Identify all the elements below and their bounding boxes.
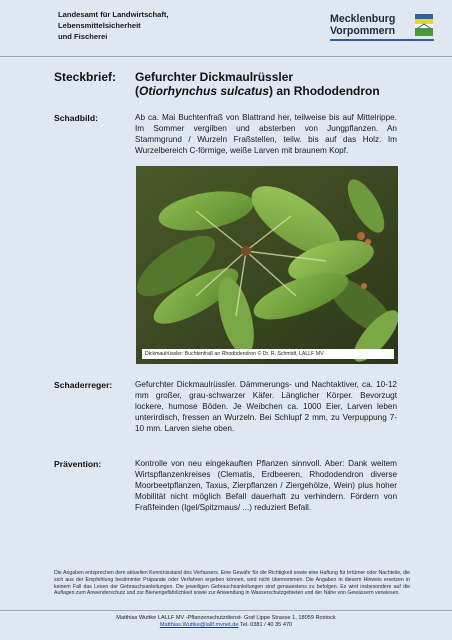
schaderreger-label: Schaderreger:	[54, 380, 113, 390]
authority-line-1: Landesamt für Landwirtschaft,	[58, 10, 169, 19]
photo-caption: Dickmaulrüssler: Buchtenfraß an Rhododendron © Dr. R. Schmidt, LALLF MV	[142, 349, 394, 359]
leaf-illustration	[136, 166, 398, 364]
page-header	[0, 0, 452, 56]
authority-name	[58, 9, 169, 42]
header-divider	[0, 56, 452, 57]
schadbild-label: Schadbild:	[54, 113, 98, 123]
logo-underline	[330, 39, 434, 41]
authority-line-3: und Fischerei	[58, 32, 108, 41]
page-title	[135, 70, 435, 98]
title-paren-open: (	[135, 84, 139, 98]
email-link[interactable]: Matthias.Wuttke@lallf.mvnet.de	[159, 622, 239, 628]
title-line-2	[135, 84, 435, 98]
logo-line-1: Mecklenburg	[330, 13, 396, 25]
title-line-2-rest: ) an Rhododendron	[269, 84, 380, 98]
title-label: Steckbrief:	[54, 70, 117, 84]
praevention-text: Kontrolle von neu eingekauften Pflanzen sinnvoll. Aber: Dank weitem Wirtspflanzenkreises (Clematis, Erdbeeren, Rhododendron diverse Moorbeetpflanzen, Taxus, Zierpflanzen / Ziergehölze, Wein) plus hoher Mobilität nicht möglich Befall dauerhaft zu verhindern. Fördern von Fraßfeinden (Igel/Spitzmaus/ ...) reduziert Befall.	[135, 459, 397, 512]
disclaimer-note: Die Angaben entsprechen dem aktuellen Kenntnisstand des Verfassers. Eine Gewähr für die Richtigkeit sowie eine Haftung für Irrtümer oder Nachteile, die sich aus der Empfehlung bestimmter Präparate oder Verfahren ergeben können, wird nicht übernommen. Die Angaben in diesem Hinweis ersetzen in keinem Fall das Lesen der Gebrauchsanleitungen. Die jeweiligen Gebrauchsanleitungen sind genauestens zu befolgen. Es wird insbesondere auf die Auflagen zum Anwenderschutz und zur Bienengefährlichkeit sowie zur Anwendung in Wasserschutzgebieten und der Nähe von Gewässern verwiesen.	[54, 570, 410, 597]
authority-line-2: Lebensmittelsicherheit	[58, 21, 141, 30]
title-latin-name: Otiorhynchus sulcatus	[139, 84, 270, 98]
contact-line: Matthias Wuttke LALLF MV -Pflanzenschutzdienst- Graf Lippe Strasse 1, 18059 Rostock	[116, 615, 336, 621]
footer-divider	[0, 610, 452, 611]
logo-text	[330, 13, 395, 37]
schaderreger-text: Gefurchter Dickmaulrüssler. Dämmerungs- und Nachtaktiver, ca. 10-12 mm großer, grau-schwarzer Käfer. Länglicher Körper. Bevorzugt lockere, humose Böden. Je Weibchen ca. 1000 Eier, Larven leben unterirdisch, fressen an Wurzeln. Bei Schlupf 2 mm, zu Verpuppung 7-10 mm. Larven siehe oben.	[135, 380, 397, 433]
rhododendron-photo	[136, 166, 398, 364]
phone-number: Tel. 0381 / 40 35 470	[238, 622, 293, 628]
footer-contact	[0, 615, 452, 629]
state-flag-icon	[415, 14, 433, 36]
logo-line-2: Vorpommern	[330, 25, 396, 37]
title-line-1: Gefurchter Dickmaulrüssler	[135, 70, 294, 84]
contact-mail-phone	[0, 622, 452, 629]
mecklenburg-vorpommern-logo	[330, 12, 442, 44]
schadbild-text: Ab ca. Mai Buchtenfraß von Blattrand her, teilweise bis auf Mittelrippe. Im Sommer vergilben und absterben von Jungpflanzen. An Stammgrund / Wurzeln Fraßstellen, teilw. bis auf das Holz. Im Wurzelbereich C-förmige, weiße Larven mit braunem Kopf.	[135, 113, 397, 155]
praevention-label: Prävention:	[54, 459, 102, 469]
